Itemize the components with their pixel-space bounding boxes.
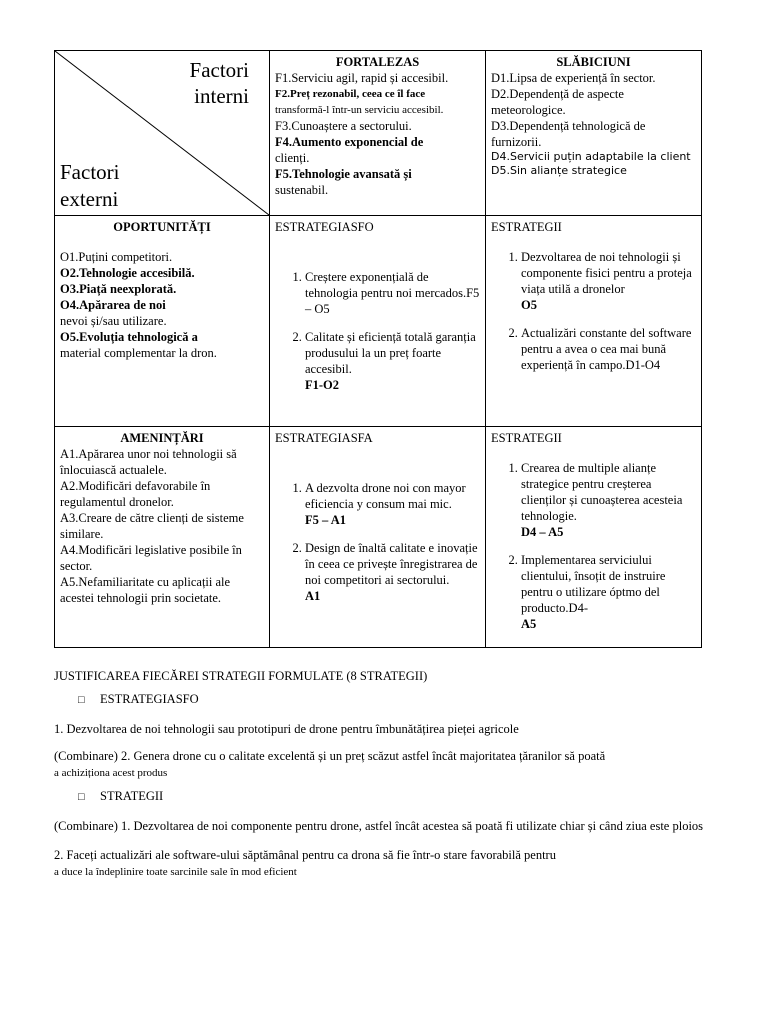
wt-strategy-1 bbox=[521, 460, 696, 540]
justification-bullet-1 bbox=[54, 691, 704, 709]
threat-a4: A4.Modificări legislative posibile în sector. bbox=[60, 543, 242, 573]
so-strategies-title: ESTRATEGIASFO bbox=[275, 220, 374, 234]
justification-heading: JUSTIFICAREA FIECĂREI STRATEGII FORMULATE (8 STRATEGII) bbox=[54, 669, 428, 683]
wo-strategy-1 bbox=[521, 249, 696, 313]
wo-strategy-1-code: O5 bbox=[521, 298, 537, 312]
wt-strategy-2 bbox=[521, 552, 696, 632]
opportunities-cell bbox=[55, 216, 270, 427]
weaknesses-cell bbox=[486, 51, 702, 216]
st-strategy-list bbox=[275, 480, 480, 604]
st-strategy-1 bbox=[305, 480, 480, 528]
wt-strategy-1-text: Crearea de multiple alianțe strategice pentru creșterea clienților și cunoașterea acesteia tehnologie. bbox=[521, 461, 683, 523]
justification-paragraph-4: 2. Faceți actualizări ale software-ului săptămânal pentru ca drona să fie într-o stare favorabilă pentru bbox=[54, 848, 556, 862]
opportunities-title: OPORTUNITĂȚI bbox=[113, 220, 211, 234]
justification-bullet-1-text: ESTRATEGIASFO bbox=[100, 692, 199, 706]
strength-f4-cont: clienți. bbox=[275, 151, 310, 165]
wo-strategy-2: 2. Actualizări constante del software pentru a avea o cea mai bună experiență în campo.D1-O4 bbox=[521, 325, 696, 373]
justification-paragraph-2: (Combinare) 2. Genera drone cu o calitate excelentă și un preț scăzut astfel încât majoritatea țăranilor să poată bbox=[54, 749, 606, 763]
justification-paragraph-3: (Combinare) 1. Dezvoltarea de noi componente pentru drone, astfel încât acestea să poată fi utilizate chiar și când ziua este ploios bbox=[54, 819, 704, 833]
st-strategy-2-code: A1 bbox=[305, 589, 321, 603]
wt-strategies-cell bbox=[486, 427, 702, 648]
strength-f5-cont: sustenabil. bbox=[275, 183, 329, 197]
strength-f1: F1.Serviciu agil, rapid și accesibil. bbox=[275, 71, 449, 85]
threats-title: AMENINȚĂRI bbox=[120, 431, 204, 445]
st-strategy-1-code: F5 – A1 bbox=[305, 513, 346, 527]
opportunity-o5: O5.Evoluția tehnologică a bbox=[60, 330, 198, 344]
justification-paragraph-1: 1. Dezvoltarea de noi tehnologii sau prototipuri de drone pentru îmbunătățirea pieței agricole bbox=[54, 722, 519, 736]
weakness-d3: D3.Dependență tehnologică de furnizorii. bbox=[491, 119, 646, 149]
opportunity-o2: O2.Tehnologie accesibilă. bbox=[60, 266, 195, 280]
justification-bullet-2-text: STRATEGII bbox=[100, 789, 164, 803]
bullet-icon: □ bbox=[78, 694, 85, 706]
internal-factors-label: Factori interni bbox=[189, 58, 249, 108]
strength-f3: F3.Cunoaștere a sectorului. bbox=[275, 119, 412, 133]
threat-a3: A3.Creare de către clienți de sisteme similare. bbox=[60, 511, 244, 541]
strengths-title: FORTALEZAS bbox=[335, 55, 420, 69]
threat-a1: A1.Apărarea unor noi tehnologii să înlocuiască actualele. bbox=[60, 447, 237, 477]
wo-strategies-title: ESTRATEGII bbox=[491, 220, 562, 234]
so-strategy-2 bbox=[305, 329, 480, 393]
opportunity-o5-cont: material complementar la dron. bbox=[60, 346, 217, 360]
wo-strategies-cell bbox=[486, 216, 702, 427]
swot-matrix bbox=[54, 50, 702, 648]
strength-f4: F4.Aumento exponencial de bbox=[275, 135, 424, 149]
wo-strategy-list bbox=[491, 249, 696, 373]
wt-strategies-title: ESTRATEGII bbox=[491, 431, 562, 445]
st-strategies-cell bbox=[270, 427, 486, 648]
so-strategy-2-code: F1-O2 bbox=[305, 378, 340, 392]
threat-a5: A5.Nefamiliaritate cu aplicații ale acestei tehnologii prin societate. bbox=[60, 575, 231, 605]
wo-strategy-1-text: Dezvoltarea de noi tehnologii și componente fisici pentru a proteja viața utilă a dronelor bbox=[521, 250, 692, 296]
threat-a2: A2.Modificări defavorabile în regulamentul dronelor. bbox=[60, 479, 211, 509]
st-strategy-2-text: Design de înaltă calitate e inovație în ceea ce privește înregistrarea de noi competitori ai sectorului. bbox=[305, 541, 478, 587]
justification-section bbox=[54, 668, 704, 881]
weakness-d1: D1.Lipsa de experiență în sector. bbox=[491, 71, 656, 85]
weakness-d2: D2.Dependență de aspecte meteorologice. bbox=[491, 87, 624, 117]
wt-strategy-1-code: D4 – A5 bbox=[521, 525, 564, 539]
weakness-d5: D5.Sin alianțe strategice bbox=[491, 164, 627, 177]
strength-f2: F2.Preț rezonabil, ceea ce îl face bbox=[275, 88, 426, 100]
wt-strategy-list bbox=[491, 460, 696, 632]
justification-paragraph-2-cont: a achiziționa acest produs bbox=[54, 767, 168, 779]
wt-strategy-2-code: A5 bbox=[521, 617, 537, 631]
st-strategies-title: ESTRATEGIASFA bbox=[275, 431, 373, 445]
so-strategy-1: 1. Creștere exponențială de tehnologia pentru noi mercados.F5 – O5 bbox=[305, 269, 480, 317]
strength-f5: F5.Tehnologie avansată și bbox=[275, 167, 412, 181]
justification-paragraph-4-cont: a duce la îndeplinire toate sarcinile sale în mod eficient bbox=[54, 866, 297, 878]
justification-bullet-2 bbox=[54, 788, 704, 806]
st-strategy-2 bbox=[305, 540, 480, 604]
weaknesses-title: SLĂBICIUNI bbox=[556, 55, 631, 69]
opportunity-o4-cont: nevoi și/sau utilizare. bbox=[60, 314, 167, 328]
so-strategy-2-text: Calitate și eficiență totală garanția produsului la un preț foarte accesibil. bbox=[305, 330, 476, 376]
strength-f2-cont: transformă-l într-un serviciu accesibil. bbox=[275, 104, 444, 116]
bullet-icon: □ bbox=[78, 791, 85, 803]
weakness-d4: D4.Servicii puțin adaptabile la client bbox=[491, 150, 691, 163]
threats-cell bbox=[55, 427, 270, 648]
opportunity-o3: O3.Piață neexplorată. bbox=[60, 282, 177, 296]
wt-strategy-2-text: Implementarea serviciului clientului, însoțit de instruire pentru o utilizare óptmo del producto.D4- bbox=[521, 553, 666, 615]
opportunity-o1: O1.Puțini competitori. bbox=[60, 250, 173, 264]
external-factors-label: Factori externi bbox=[60, 160, 120, 211]
matrix-corner-cell bbox=[55, 51, 270, 216]
st-strategy-1-text: A dezvolta drone noi con mayor eficiencia y consum mai mic. bbox=[305, 481, 466, 511]
strengths-cell bbox=[270, 51, 486, 216]
so-strategies-cell bbox=[270, 216, 486, 427]
so-strategy-list bbox=[275, 269, 480, 393]
opportunity-o4: O4.Apărarea de noi bbox=[60, 298, 166, 312]
